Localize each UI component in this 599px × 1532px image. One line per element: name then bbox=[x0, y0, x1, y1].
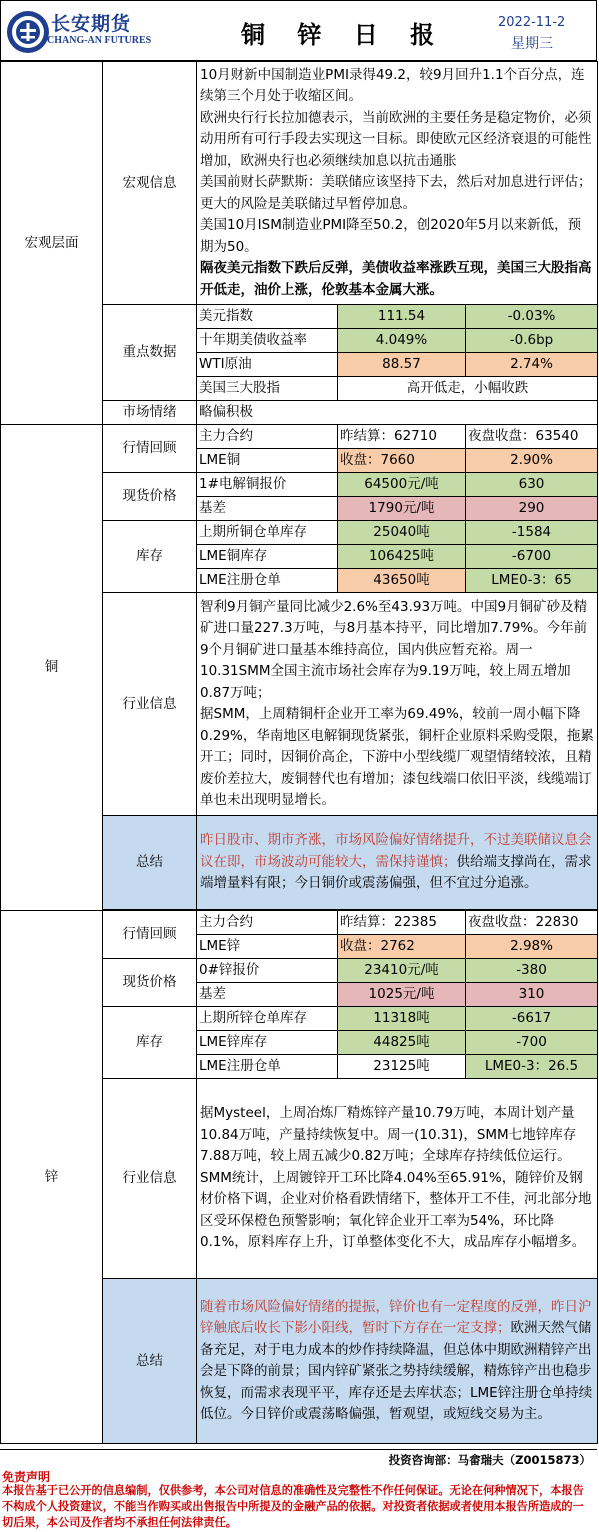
report-title: 铜 锌 日 报 bbox=[241, 21, 447, 49]
zinc-main-settle: 昨结算：22385 bbox=[338, 911, 466, 935]
copper-spot-name: 1#电解铜报价 bbox=[197, 473, 338, 497]
zinc-inventory-name: 上期所锌仓单库存 bbox=[197, 1007, 338, 1031]
key-data-name: WTI原油 bbox=[197, 353, 338, 377]
zinc-basis-change: 310 bbox=[466, 983, 598, 1007]
key-data-name: 十年期美债收益率 bbox=[197, 329, 338, 353]
key-data-value: 88.57 bbox=[338, 353, 466, 377]
key-data-change: -0.6bp bbox=[466, 329, 598, 353]
copper-summary-text bbox=[197, 816, 598, 910]
copper-inventory-change: -1584 bbox=[466, 521, 598, 545]
zinc-spot-value: 23410元/吨 bbox=[338, 959, 466, 983]
copper-inventory-change: -6700 bbox=[466, 545, 598, 569]
key-data-value: 111.54 bbox=[338, 305, 466, 329]
zinc-review-row bbox=[1, 911, 598, 935]
zinc-spot-label: 现货价格 bbox=[103, 959, 197, 1007]
report-date: 2022-11-2 bbox=[498, 15, 566, 30]
zinc-lme-change: 2.98% bbox=[466, 935, 598, 959]
zinc-summary-red: 随着市场风险偏好情绪的提振，锌价也有一定程度的反弹，昨日沪锌触底后收长下影小阳线，暂时下方存在一定支撑； bbox=[200, 1298, 592, 1336]
report-header bbox=[0, 0, 597, 61]
copper-review-label: 行情回顾 bbox=[103, 425, 197, 473]
macro-info-line: 美国前财长萨默斯：美联储应该坚持下去，然后对加息进行评估；更大的风险是美联储过早暂停加息。 bbox=[200, 174, 592, 212]
zinc-main-night: 夜盘收盘：22830 bbox=[466, 911, 598, 935]
macro-info-text bbox=[197, 62, 598, 305]
copper-inventory-name: 上期所铜仓单库存 bbox=[197, 521, 338, 545]
key-data-value: 4.049% bbox=[338, 329, 466, 353]
zinc-inventory-name: LME注册仓单 bbox=[197, 1055, 338, 1079]
copper-basis-change: 290 bbox=[466, 497, 598, 521]
disclaimer-title: 免责声明 bbox=[2, 1470, 51, 1484]
zinc-lme-close: 收盘：2762 bbox=[338, 935, 466, 959]
key-data-change: -0.03% bbox=[466, 305, 598, 329]
key-data-name: 美元指数 bbox=[197, 305, 338, 329]
disclaimer-text: 本报告基于已公开的信息编制，仅供参考，本公司对信息的准确性及完整性不作任何保证。无论在何种情况下，本报告不构成个人投资建议，不能当作购买或出售报告中所提及的金融产品的依据。对投资者依据或者使用本报告所造成的一切后果，本公司及作者均不承担任何法律责任。 bbox=[2, 1484, 584, 1529]
macro-info-bold-line: 隔夜美元指数下跌后反弹，美债收益率涨跌互现，美国三大股指高开低走，油价上涨，伦敦基本金属大涨。 bbox=[200, 260, 592, 298]
copper-inventory-name: LME注册仓单 bbox=[197, 569, 338, 593]
copper-basis-value: 1790元/吨 bbox=[338, 497, 466, 521]
zinc-summary-label: 总结 bbox=[103, 1279, 197, 1444]
zinc-industry-line: 据Mysteel，上周冶炼厂精炼锌产量10.79万吨，本周计划产量10.84万吨，产量持续恢复中。周一(10.31)，SMM七地锌库存7.88万吨，较上周五减少0.82万吨；全球库存持续低位运行。 bbox=[200, 1105, 577, 1165]
zinc-main-name: 主力合约 bbox=[197, 911, 338, 935]
copper-inventory-value: 43650吨 bbox=[338, 569, 466, 593]
copper-lme-name: LME铜 bbox=[197, 449, 338, 473]
zinc-inventory-change: LME0-3：26.5 bbox=[466, 1055, 598, 1079]
copper-inventory-name: LME铜库存 bbox=[197, 545, 338, 569]
copper-lme-close: 收盘：7660 bbox=[338, 449, 466, 473]
copper-lme-change: 2.90% bbox=[466, 449, 598, 473]
zinc-inventory-value: 23125吨 bbox=[338, 1055, 466, 1079]
copper-spot-value: 64500元/吨 bbox=[338, 473, 466, 497]
copper-basis-name: 基差 bbox=[197, 497, 338, 521]
sentiment-value: 略偏积极 bbox=[197, 401, 598, 425]
logo-text-cn: 长安期货 bbox=[51, 13, 132, 35]
copper-main-settle: 昨结算：62710 bbox=[338, 425, 466, 449]
copper-inventory-label: 库存 bbox=[103, 521, 197, 593]
copper-industry-text bbox=[197, 593, 598, 816]
macro-info-line: 美国10月ISM制造业PMI降至50.2，创2020年5月以来新低，预期为50。 bbox=[200, 217, 582, 255]
section-copper: 铜 bbox=[1, 425, 103, 911]
zinc-inventory-value: 11318吨 bbox=[338, 1007, 466, 1031]
copper-inventory-change: LME0-3：65 bbox=[466, 569, 598, 593]
zinc-spot-change: -380 bbox=[466, 959, 598, 983]
report-weekday: 星期三 bbox=[511, 36, 553, 52]
zinc-inventory-name: LME锌库存 bbox=[197, 1031, 338, 1055]
key-data-change: 2.74% bbox=[466, 353, 598, 377]
macro-info-row bbox=[1, 62, 598, 305]
copper-inventory-value: 106425吨 bbox=[338, 545, 466, 569]
copper-spot-change: 630 bbox=[466, 473, 598, 497]
logo-text-en: CHANG-AN FUTURES bbox=[47, 35, 152, 46]
zinc-industry-line: SMM统计，上周镀锌开工环比降4.04%至65.91%，随锌价及钢材价格下调，企业对价格看跌情绪下，整体开工不佳，河北部分地区受环保橙色预警影响；氧化锌企业开工率为54%，环比降0.1%，原料库存上升，订单整体变化不大，成品库存小幅增多。 bbox=[200, 1169, 592, 1251]
copper-summary-black: 供给端支撑尚在，需求端增量料有限；今日铜价或震荡偏强，但不宜过分追涨。 bbox=[200, 853, 592, 892]
zinc-inventory-change: -700 bbox=[466, 1031, 598, 1055]
key-data-label: 重点数据 bbox=[103, 305, 197, 401]
zinc-lme-name: LME锌 bbox=[197, 935, 338, 959]
macro-info-line: 欧洲央行行长拉加德表示，当前欧洲的主要任务是稳定物价，必须动用所有可行手段去实现这一目标。即使欧元区经济衰退的可能性增加，欧洲央行也必须继续加息以抗击通胀 bbox=[200, 109, 592, 169]
zinc-inventory-value: 44825吨 bbox=[338, 1031, 466, 1055]
zinc-industry-label: 行业信息 bbox=[103, 1079, 197, 1279]
copper-summary-label: 总结 bbox=[103, 816, 197, 910]
copper-industry-label: 行业信息 bbox=[103, 593, 197, 816]
copper-spot-label: 现货价格 bbox=[103, 473, 197, 521]
copper-industry-line: 据SMM，上周精铜杆企业开工率为69.49%，较前一周小幅下降0.29%，华南地区电解铜现货紧张，铜杆企业原料采购受限，拖累开工；同时，因铜价高企，下游中小型线缆厂观望情绪较浓，且精废价差拉大，废铜替代也有增加；漆包线端口依旧平淡，线缆端订单也未出现明显增长。 bbox=[200, 706, 594, 808]
zinc-review-label: 行情回顾 bbox=[103, 911, 197, 959]
copper-review-row bbox=[1, 425, 598, 449]
copper-inventory-value: 25040吨 bbox=[338, 521, 466, 545]
report-table bbox=[0, 61, 598, 1444]
zinc-inventory-label: 库存 bbox=[103, 1007, 197, 1079]
key-data-value: 高开低走，小幅收跌 bbox=[338, 377, 598, 401]
zinc-summary-black: 欧洲天然气储备充足，对于电力成本的炒作持续降温，但总体中期欧洲精锌产出会是下降的前景；国内锌矿紧张之势持续缓解，精炼锌产出也稳步恢复，而需求表现平平，库存还是去库状态；LME锌注册仓单持续低位。今日锌价或震荡略偏强，暂观望，或短线交易为主。 bbox=[200, 1320, 593, 1422]
macro-info-label: 宏观信息 bbox=[103, 62, 197, 305]
section-macro: 宏观层面 bbox=[1, 62, 103, 425]
sentiment-label: 市场情绪 bbox=[103, 401, 197, 425]
zinc-industry-text bbox=[197, 1079, 598, 1279]
copper-summary-red: 昨日股市、期市齐涨，市场风险偏好情绪提升，不过美联储议息会议在即，市场波动可能较大，需保持谨慎； bbox=[200, 832, 592, 870]
contact-line: 投资咨询部：马畲瑞夫（Z0015873） bbox=[0, 1449, 597, 1469]
company-logo-icon bbox=[5, 9, 51, 55]
zinc-summary-text bbox=[197, 1279, 598, 1444]
key-data-name: 美国三大股指 bbox=[197, 377, 338, 401]
zinc-inventory-change: -6617 bbox=[466, 1007, 598, 1031]
zinc-basis-name: 基差 bbox=[197, 983, 338, 1007]
copper-industry-line: 智利9月铜产量同比减少2.6%至43.93万吨。中国9月铜矿砂及精矿进口量227.3万吨，与8月基本持平，同比增加7.79%。今年前9个月铜矿进口量基本维持高位，国内供应暂充裕。周一10.31SMM全国主流市场社会库存为9.19万吨，较上周五增加0.87万吨； bbox=[200, 598, 588, 701]
copper-main-name: 主力合约 bbox=[197, 425, 338, 449]
copper-main-night: 夜盘收盘：63540 bbox=[466, 425, 598, 449]
zinc-spot-name: 0#锌报价 bbox=[197, 959, 338, 983]
zinc-basis-value: 1025元/吨 bbox=[338, 983, 466, 1007]
macro-info-line: 10月财新中国制造业PMI录得49.2，较9月回升1.1个百分点，连续第三个月处于收缩区间。 bbox=[200, 66, 585, 105]
section-zinc: 锌 bbox=[1, 911, 103, 1444]
